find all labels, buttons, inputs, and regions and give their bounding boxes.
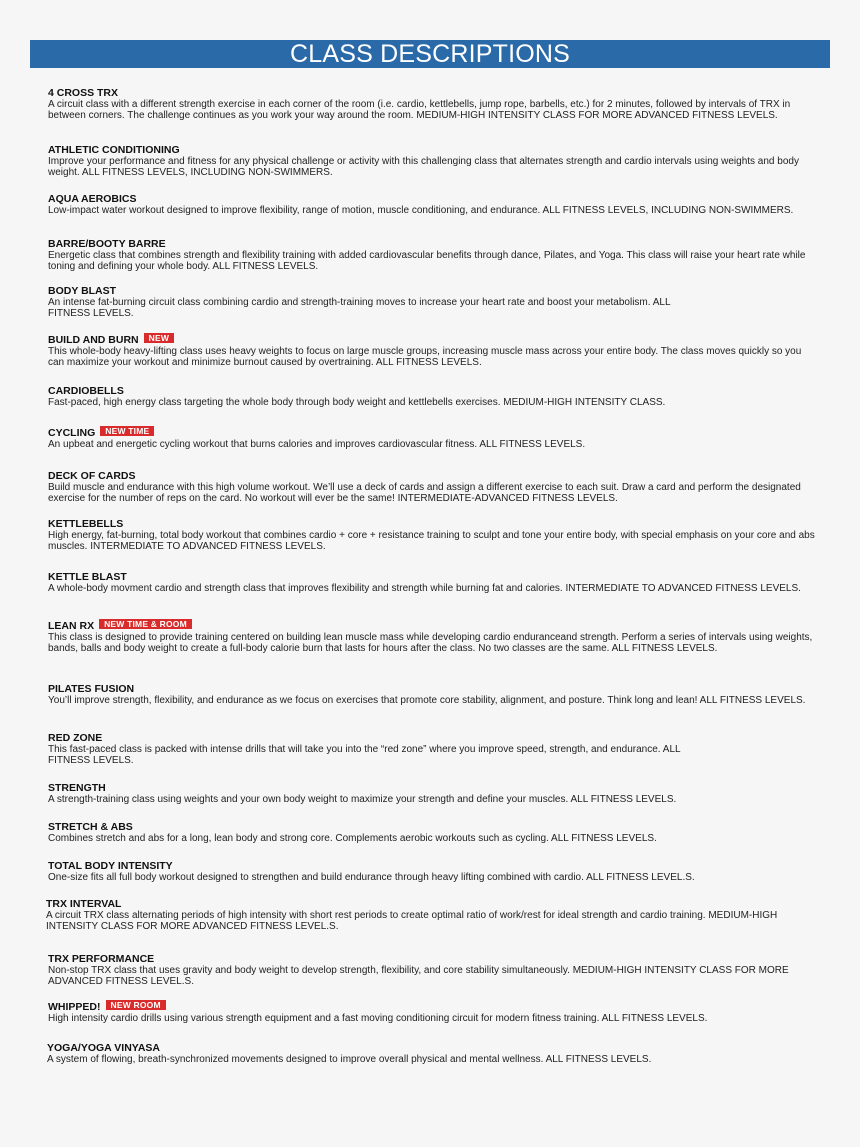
class-item [48,386,818,409]
class-item [48,519,818,552]
class-item [48,145,818,178]
class-name: KETTLE BLAST [48,571,127,583]
class-description: A system of flowing, breath-synchronized movements designed to improve overall physical and mental wellness. ALL FITNESS LEVELS. [47,1054,652,1065]
class-item [48,861,818,884]
class-description: Energetic class that combines strength and flexibility training with added cardiovascular benefits through dance, Pilates, and Yoga. This class will raise your heart rate while toning and defining your whole body. ALL FITNESS LEVELS. [48,250,806,272]
class-item [48,471,818,504]
class-name: STRETCH & ABS [48,821,133,833]
class-description: A whole-body movment cardio and strength class that improves flexibility and strength while burning fat and calories. INTERMEDIATE TO ADVANCED FITNESS LEVELS. [48,583,801,594]
class-name: RED ZONE [48,732,103,744]
class-item [48,194,818,217]
class-description: Improve your performance and fitness for any physical challenge or activity with this challenging class that alternates strength and cardio intervals using weights and body weight. ALL FITNESS LEVELS, INCLUDING NON-SWIMMERS. [48,156,799,178]
class-name: DECK OF CARDS [48,470,136,482]
class-item [48,428,818,451]
new-time-badge: NEW TIME [100,426,154,436]
class-item [48,572,818,595]
class-description: High intensity cardio drills using various strength equipment and a fast moving conditioning circuit for modern fitness training. ALL FITNESS LEVELS. [48,1013,708,1024]
class-name: BUILD AND BURN [48,334,139,346]
class-description: Non-stop TRX class that uses gravity and body weight to develop strength, flexibility, and core stability simultaneously. MEDIUM-HIGH INTENSITY CLASS FOR MORE ADVANCED FITNESS LEVEL.S. [48,965,789,987]
class-description: A circuit class with a different strength exercise in each corner of the room (i.e. cardio, kettlebells, jump rope, barbells, etc.) for 2 minutes, followed by intervals of TRX in between corners. The challenge continues as you work your way around the room. MEDIUM-HIGH INTENSITY CLASS FOR MORE ADVANCED FITNESS LEVELS. [48,99,791,121]
class-name: STRENGTH [48,782,106,794]
class-description: High energy, fat-burning, total body workout that combines cardio + core + resistance training to sculpt and tone your entire body, with special emphasis on your core and abs muscles. INTERMEDIATE TO ADVANCED FITNESS LEVELS. [48,530,815,552]
class-item [48,621,818,654]
class-name: TRX INTERVAL [46,898,122,910]
new-room-badge: NEW ROOM [106,1000,166,1010]
class-name: LEAN RX [48,620,95,632]
class-description: Low-impact water workout designed to improve flexibility, range of motion, muscle conditioning, and endurance. ALL FITNESS LEVELS, INCLUDING NON-SWIMMERS. [48,205,794,216]
class-item [48,822,818,845]
class-description: One-size fits all full body workout designed to strengthen and build endurance through heavy lifting combined with cardio. ALL FITNESS LEVEL.S. [48,872,695,883]
class-description: A circuit TRX class alternating periods of high intensity with short rest periods to create optimal ratio of work/rest for ideal strength and cardio training. MEDIUM-HIGH INTENSITY CLASS FOR MORE ADVANCED FITNESS LEVEL.S. [46,910,778,932]
class-name: 4 CROSS TRX [48,87,119,99]
class-description: A strength-training class using weights and your own body weight to maximize your strength and define your muscles. ALL FITNESS LEVELS. [48,794,677,805]
class-item [47,1043,817,1066]
class-name: PILATES FUSION [48,683,135,695]
class-name: BARRE/BOOTY BARRE [48,238,166,250]
class-item [48,239,818,272]
class-item [48,783,818,806]
class-item [48,1002,818,1025]
class-item [48,733,818,766]
new-badge: NEW [144,333,174,343]
class-description: This fast-paced class is packed with intense drills that will take you into the “red zone” where you improve speed, strength, and endurance. ALL FITNESS LEVELS. [48,744,681,766]
class-name: YOGA/YOGA VINYASA [47,1042,160,1054]
class-name: TRX PERFORMANCE [48,953,155,965]
class-name: BODY BLAST [48,285,117,297]
class-description: Fast-paced, high energy class targeting the whole body through body weight and kettlebells exercises. MEDIUM-HIGH INTENSITY CLASS. [48,397,666,408]
class-description: An intense fat-burning circuit class combining cardio and strength-training moves to increase your heart rate and boost your metabolism. ALL FITNESS LEVELS. [48,297,671,319]
class-name: ATHLETIC CONDITIONING [48,144,180,156]
class-description: An upbeat and energetic cycling workout that burns calories and improves cardiovascular fitness. ALL FITNESS LEVELS. [48,439,586,450]
class-name: WHIPPED! [48,1001,101,1013]
class-item [48,684,818,707]
class-name: CARDIOBELLS [48,385,124,397]
class-description: This whole-body heavy-lifting class uses heavy weights to focus on large muscle groups, increasing muscle mass across your entire body. The class moves quickly so you can maximize your workout and minimize burnout caused by overtraining. ALL FITNESS LEVELS. [48,346,802,368]
class-description: Build muscle and endurance with this high volume workout. We’ll use a deck of cards and assign a different exercise to each suit. Draw a card and perform the designated exercise for the number of reps on the card. No workout will ever be the same! INTERMEDIATE-ADVANCED FITNESS LEVELS. [48,482,801,504]
class-name: AQUA AEROBICS [48,193,137,205]
class-name: TOTAL BODY INTENSITY [48,860,173,872]
page-title: CLASS DESCRIPTIONS [289,40,571,68]
class-item [46,899,816,932]
new-time-room-badge: NEW TIME & ROOM [99,619,192,629]
class-description: You’ll improve strength, flexibility, and endurance as we focus on exercises that promote core stability, alignment, and posture. Think long and lean! ALL FITNESS LEVELS. [48,695,806,706]
class-name: CYCLING [48,427,96,439]
class-item [48,954,818,987]
class-description: Combines stretch and abs for a long, lean body and strong core. Complements aerobic workouts such as cycling. ALL FITNESS LEVELS. [48,833,657,844]
class-item [48,88,818,121]
class-name: KETTLEBELLS [48,518,124,530]
class-description: This class is designed to provide training centered on building lean muscle mass while developing cardio enduranceand strength. Perform a series of intervals using weights, bands, balls and body weight to create a full-body calorie burn that lasts for hours after the class. No two classes are the same. ALL FITNESS LEVELS. [48,632,813,654]
class-item [48,286,818,319]
class-item [48,335,818,368]
